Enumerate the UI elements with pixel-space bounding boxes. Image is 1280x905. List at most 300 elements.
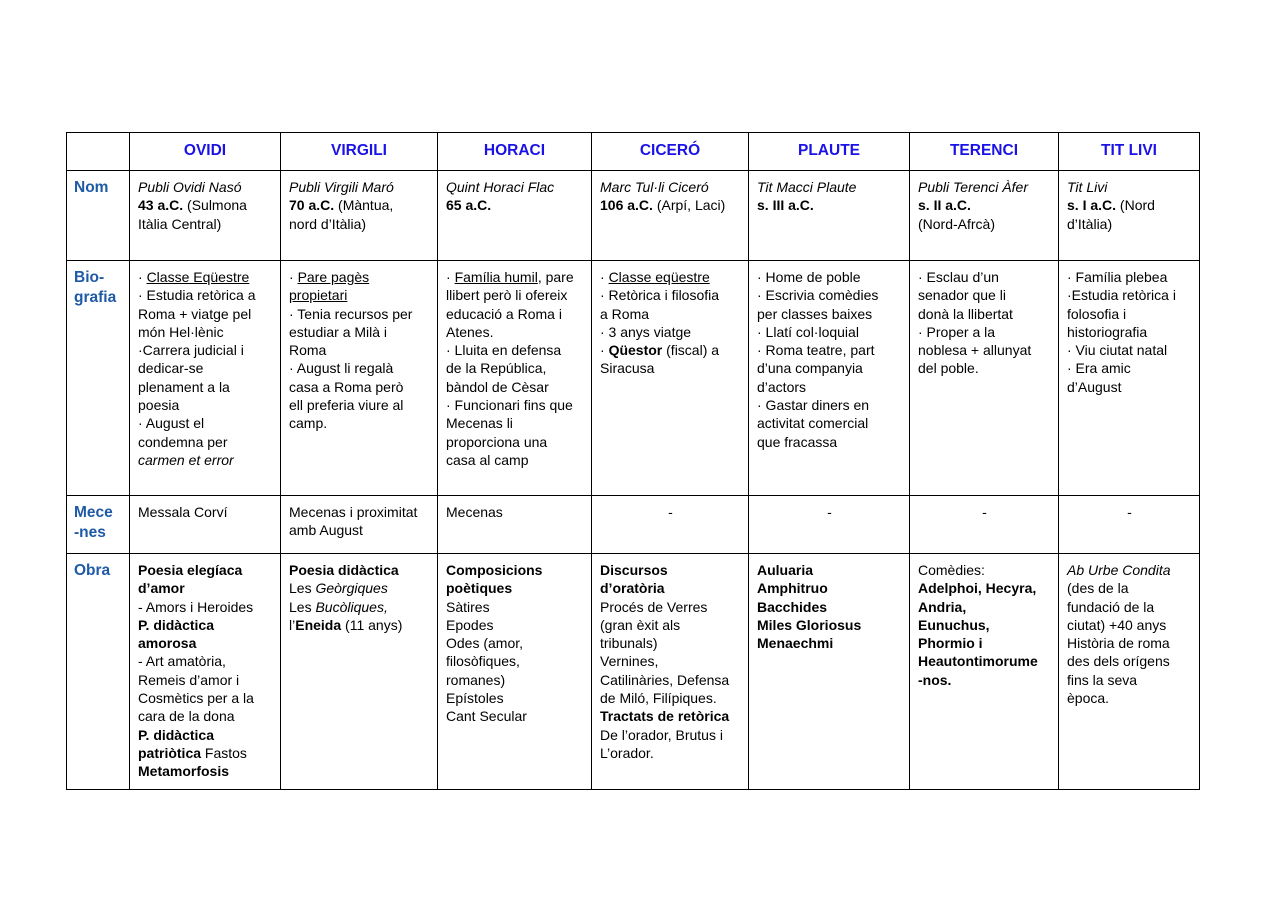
cell-mecenes	[281, 496, 438, 554]
text-run: Odes (amor,	[446, 635, 524, 652]
cell-line	[918, 359, 1051, 377]
text-run: camp.	[289, 415, 328, 432]
text-run: Poesia elegíaca	[138, 562, 243, 578]
cell-line	[138, 396, 273, 414]
cell-line	[918, 323, 1051, 341]
cell-nom	[130, 171, 281, 261]
cell-line	[446, 178, 584, 196]
cell-mecenes	[910, 496, 1059, 554]
text-run: Qüestor	[608, 342, 663, 359]
cell-line	[138, 652, 273, 670]
text-run: del poble.	[918, 360, 979, 377]
cell-line	[757, 286, 902, 304]
cell-line	[289, 178, 430, 196]
text-run: Heautontimorume	[918, 653, 1038, 670]
text-run: (fiscal) a	[662, 342, 720, 359]
cell-line	[1067, 561, 1192, 579]
cell-biografia	[749, 261, 910, 496]
text-run: Siracusa	[600, 360, 655, 377]
row-header-line: Obra	[74, 562, 111, 579]
cell-line	[757, 579, 902, 597]
text-run: Messala Corví	[138, 504, 228, 520]
text-run: Publi Terenci Àfer	[918, 179, 1028, 195]
cell-line	[138, 744, 273, 762]
cell-line	[138, 598, 273, 616]
cell-line	[446, 689, 584, 707]
cell-line	[1067, 689, 1192, 707]
text-run: Epístoles	[446, 690, 504, 707]
cell-obra	[1059, 554, 1200, 790]
cell-line	[1067, 378, 1192, 396]
cell-line	[918, 215, 1051, 233]
cell-line	[1067, 268, 1192, 286]
row-header-line: -nes	[74, 524, 106, 541]
cell-line	[918, 196, 1051, 214]
text-run: · Tenia recursos per	[289, 305, 413, 322]
cell-line	[446, 616, 584, 634]
author-header: TERENCI	[910, 133, 1059, 171]
text-run: · Viu ciutat natal	[1067, 342, 1168, 359]
cell-line	[138, 762, 273, 780]
cell-line	[600, 323, 741, 341]
text-run: Atenes.	[446, 323, 494, 340]
corner-cell	[67, 133, 130, 171]
cell-line	[138, 215, 273, 233]
cell-line	[757, 616, 902, 634]
author-header: VIRGILI	[281, 133, 438, 171]
cell-line	[1067, 616, 1192, 634]
cell-line	[1067, 503, 1192, 521]
text-run: casa a Roma però	[289, 378, 404, 395]
cell-line	[757, 341, 902, 359]
cell-mecenes	[592, 496, 749, 554]
cell-line	[1067, 341, 1192, 359]
cell-line	[446, 503, 584, 521]
text-run: llibert però li ofereix	[446, 287, 568, 304]
text-run: Tit Macci Plaute	[757, 179, 857, 195]
text-run: Cosmètics per a la	[138, 690, 254, 707]
cell-line	[138, 671, 273, 689]
text-run: que fracassa	[757, 433, 838, 450]
text-run: 43 a.C.	[138, 197, 184, 214]
row-header-biografia	[67, 261, 130, 496]
text-run: · Escrivia comèdies	[757, 287, 879, 304]
text-run: Roma	[289, 342, 327, 359]
cell-line	[1067, 579, 1192, 597]
text-run: Família humil	[454, 269, 538, 285]
row-header-nom	[67, 171, 130, 261]
cell-line	[918, 178, 1051, 196]
cell-line	[138, 689, 273, 707]
text-run: ·Estudia retòrica i	[1067, 287, 1176, 304]
text-run: Bacchides	[757, 598, 828, 615]
cell-line	[138, 341, 273, 359]
cell-line	[1067, 178, 1192, 196]
cell-line	[600, 652, 741, 670]
cell-line	[757, 378, 902, 396]
cell-line	[138, 286, 273, 304]
text-run: d’August	[1067, 378, 1122, 395]
text-run: Amphitruo	[757, 580, 828, 597]
cell-line	[1067, 652, 1192, 670]
text-run: Remeis d’amor i	[138, 671, 240, 688]
text-run: carmen et error	[138, 451, 234, 468]
text-run: d’oratòria	[600, 580, 665, 597]
cell-line	[918, 616, 1051, 634]
row-header-line: Mece	[74, 504, 113, 521]
text-run: P. didàctica	[138, 616, 215, 633]
text-run: · Funcionari fins que	[446, 397, 573, 414]
text-run: L’orador.	[600, 744, 654, 761]
cell-line	[757, 634, 902, 652]
text-run: · Gastar diners en	[757, 397, 870, 414]
text-run: folosofia i	[1067, 305, 1127, 322]
text-run: Fastos	[201, 744, 247, 761]
cell-line	[138, 268, 273, 286]
text-run: · Esclau d’un	[918, 269, 999, 285]
text-run: propietari	[289, 287, 348, 304]
cell-line	[757, 305, 902, 323]
text-run: · August li regalà	[289, 360, 394, 377]
text-run: s. III a.C.	[757, 197, 814, 214]
text-run: Pare pagès	[297, 269, 370, 285]
cell-line	[1067, 323, 1192, 341]
text-run: Phormio i	[918, 635, 983, 652]
text-run: (Nord	[1116, 197, 1155, 214]
cell-line	[757, 598, 902, 616]
text-run: Quint Horaci Flac	[446, 179, 555, 195]
cell-mecenes	[1059, 496, 1200, 554]
cell-line	[289, 503, 430, 521]
text-run: Poesia didàctica	[289, 562, 399, 578]
text-run: poètiques	[446, 580, 513, 597]
cell-line	[600, 341, 741, 359]
cell-line	[138, 707, 273, 725]
authors-table	[66, 132, 1200, 790]
author-header: PLAUTE	[749, 133, 910, 171]
cell-line	[1067, 359, 1192, 377]
cell-nom	[592, 171, 749, 261]
text-run: Tit Livi	[1067, 179, 1108, 195]
cell-line	[289, 286, 430, 304]
row-obra	[67, 554, 1200, 790]
cell-line	[1067, 286, 1192, 304]
text-run: (des de la	[1067, 580, 1129, 597]
cell-line	[138, 634, 273, 652]
cell-line	[600, 689, 741, 707]
cell-line	[446, 579, 584, 597]
header-row	[67, 133, 1200, 171]
text-run: (Arpí, Laci)	[652, 197, 726, 214]
cell-line	[446, 323, 584, 341]
text-run: educació a Roma i	[446, 305, 562, 322]
text-run: - Art amatòria,	[138, 653, 226, 670]
cell-line	[446, 652, 584, 670]
cell-mecenes	[749, 496, 910, 554]
text-run: proporciona una	[446, 433, 548, 450]
cell-line	[918, 341, 1051, 359]
text-run: · Roma teatre, part	[757, 342, 875, 359]
cell-nom	[910, 171, 1059, 261]
text-run: Les	[289, 580, 316, 597]
cell-line	[446, 433, 584, 451]
text-run: De l’orador, Brutus i	[600, 726, 723, 743]
text-run: fins la seva	[1067, 671, 1138, 688]
text-run: amorosa	[138, 635, 197, 652]
text-run: dedicar-se	[138, 360, 204, 377]
cell-line	[600, 503, 741, 521]
text-run: casa al camp	[446, 451, 529, 468]
author-header: TIT LIVI	[1059, 133, 1200, 171]
text-run: Procés de Verres	[600, 598, 708, 615]
cell-nom	[1059, 171, 1200, 261]
cell-line	[918, 634, 1051, 652]
cell-obra	[910, 554, 1059, 790]
text-run: Història de roma	[1067, 635, 1170, 652]
cell-obra	[281, 554, 438, 790]
cell-line	[446, 196, 584, 214]
cell-line	[600, 268, 741, 286]
cell-line	[918, 598, 1051, 616]
cell-line	[757, 196, 902, 214]
text-run: Roma + viatge pel	[138, 305, 252, 322]
text-run: · Era amic	[1067, 360, 1131, 377]
cell-line	[446, 671, 584, 689]
cell-line	[1067, 215, 1192, 233]
cell-nom	[281, 171, 438, 261]
text-run: Classe eqüestre	[608, 269, 710, 285]
text-run: senador que li	[918, 287, 1006, 304]
row-mecenes	[67, 496, 1200, 554]
text-run: ciutat) +40 anys	[1067, 616, 1167, 633]
text-run: d’actors	[757, 378, 807, 395]
cell-line	[1067, 634, 1192, 652]
text-run: Mecenas i proximitat	[289, 504, 418, 520]
cell-line	[138, 726, 273, 744]
cell-line	[600, 178, 741, 196]
cell-obra	[749, 554, 910, 790]
cell-line	[289, 378, 430, 396]
cell-line	[600, 196, 741, 214]
text-run: historiografia	[1067, 323, 1148, 340]
cell-line	[289, 616, 430, 634]
cell-mecenes	[130, 496, 281, 554]
cell-line	[1067, 598, 1192, 616]
text-run: Epodes	[446, 616, 494, 633]
row-header-line: grafia	[74, 289, 117, 306]
cell-line	[138, 433, 273, 451]
text-run: d’Itàlia)	[1067, 215, 1113, 232]
cell-line	[600, 707, 741, 725]
text-run: des dels orígens	[1067, 653, 1170, 670]
cell-line	[600, 671, 741, 689]
cell-line	[446, 634, 584, 652]
text-run: Vernines,	[600, 653, 659, 670]
cell-biografia	[910, 261, 1059, 496]
author-header: OVIDI	[130, 133, 281, 171]
cell-line	[289, 521, 430, 539]
cell-line	[138, 503, 273, 521]
text-run: noblesa + allunyat	[918, 342, 1032, 359]
cell-line	[918, 286, 1051, 304]
cell-biografia	[1059, 261, 1200, 496]
cell-line	[757, 414, 902, 432]
text-run: (Sulmona	[183, 197, 247, 214]
row-nom	[67, 171, 1200, 261]
text-run: ·	[138, 269, 147, 285]
text-run: Ab Urbe Condita	[1067, 562, 1171, 578]
cell-line	[446, 359, 584, 377]
text-run: condemna per	[138, 433, 228, 450]
text-run: plenament a la	[138, 378, 230, 395]
text-run: Eunuchus,	[918, 616, 990, 633]
cell-line	[600, 726, 741, 744]
text-run: patriòtica	[138, 744, 202, 761]
cell-obra	[438, 554, 592, 790]
text-run: amb August	[289, 522, 363, 539]
cell-line	[138, 451, 273, 469]
cell-line	[600, 598, 741, 616]
text-run: Comèdies:	[918, 562, 985, 578]
text-run: d’amor	[138, 580, 185, 597]
cell-line	[446, 268, 584, 286]
text-run: Itàlia Central)	[138, 215, 222, 232]
text-run: -	[668, 504, 673, 520]
text-run: Andria,	[918, 598, 967, 615]
text-run: Mecenas li	[446, 415, 513, 432]
text-run: romanes)	[446, 671, 506, 688]
cell-line	[289, 561, 430, 579]
cell-line	[138, 196, 273, 214]
cell-line	[289, 414, 430, 432]
cell-line	[918, 305, 1051, 323]
text-run: (gran èxit als	[600, 616, 681, 633]
cell-line	[446, 305, 584, 323]
cell-line	[757, 359, 902, 377]
cell-line	[138, 359, 273, 377]
text-run: -nos.	[918, 671, 952, 688]
text-run: ·Carrera judicial i	[138, 342, 244, 359]
cell-line	[1067, 671, 1192, 689]
text-run: bàndol de Cèsar	[446, 378, 549, 395]
cell-line	[918, 579, 1051, 597]
cell-line	[289, 396, 430, 414]
cell-line	[600, 744, 741, 762]
cell-line	[757, 178, 902, 196]
text-run: s. II a.C.	[918, 197, 971, 214]
text-run: activitat comercial	[757, 415, 869, 432]
cell-line	[446, 286, 584, 304]
cell-line	[600, 616, 741, 634]
text-run: · Retòrica i filosofia	[600, 287, 720, 304]
cell-nom	[438, 171, 592, 261]
cell-line	[600, 561, 741, 579]
cell-line	[289, 196, 430, 214]
text-run: d’una companyia	[757, 360, 863, 377]
text-run: ·	[600, 269, 609, 285]
cell-line	[138, 378, 273, 396]
text-run: món Hel·lènic	[138, 323, 224, 340]
text-run: Classe Eqüestre	[146, 269, 250, 285]
cell-line	[600, 634, 741, 652]
text-run: Tractats de retòrica	[600, 708, 730, 725]
cell-line	[289, 579, 430, 597]
text-run: ·	[600, 342, 609, 359]
row-biografia	[67, 261, 1200, 496]
cell-line	[1067, 305, 1192, 323]
cell-line	[138, 323, 273, 341]
text-run: · August el	[138, 415, 205, 432]
cell-line	[757, 503, 902, 521]
text-run: Mecenas	[446, 504, 503, 520]
text-run: ell preferia viure al	[289, 397, 404, 414]
cell-line	[446, 561, 584, 579]
text-run: de Miló, Filípiques.	[600, 690, 717, 707]
text-run: Menaechmi	[757, 635, 834, 652]
cell-biografia	[130, 261, 281, 496]
text-run: l’	[289, 616, 296, 633]
text-run: (Màntua,	[334, 197, 394, 214]
cell-line	[289, 598, 430, 616]
cell-obra	[592, 554, 749, 790]
text-run: Catilinàries, Defensa	[600, 671, 730, 688]
cell-line	[446, 707, 584, 725]
cell-line	[138, 561, 273, 579]
text-run: Publi Virgili Maró	[289, 179, 394, 195]
cell-line	[138, 579, 273, 597]
text-run: Discursos	[600, 562, 668, 578]
text-run: ·	[446, 269, 455, 285]
text-run: nord d’Itàlia)	[289, 215, 367, 232]
text-run: s. I a.C.	[1067, 197, 1117, 214]
text-run: Miles Gloriosus	[757, 616, 862, 633]
text-run: donà la llibertat	[918, 305, 1013, 322]
cell-biografia	[592, 261, 749, 496]
text-run: · Proper a la	[918, 323, 996, 340]
text-run: Marc Tul·li Ciceró	[600, 179, 709, 195]
cell-mecenes	[438, 496, 592, 554]
cell-line	[918, 671, 1051, 689]
text-run: · Lluita en defensa	[446, 342, 562, 359]
text-run: Adelphoi, Hecyra,	[918, 580, 1037, 597]
text-run: (11 anys)	[341, 616, 403, 633]
text-run: · Estudia retòrica a	[138, 287, 256, 304]
text-run: Les	[289, 598, 316, 615]
cell-obra	[130, 554, 281, 790]
cell-line	[600, 305, 741, 323]
text-run: ·	[289, 269, 298, 285]
cell-nom	[749, 171, 910, 261]
text-run: estudiar a Milà i	[289, 323, 388, 340]
text-run: · Home de poble	[757, 269, 861, 285]
text-run: cara de la dona	[138, 708, 235, 725]
text-run: 65 a.C.	[446, 197, 492, 214]
cell-line	[600, 359, 741, 377]
text-run: 106 a.C.	[600, 197, 653, 214]
text-run: - Amors i Heroides	[138, 598, 254, 615]
text-run: · 3 anys viatge	[600, 323, 692, 340]
row-header-obra	[67, 554, 130, 790]
cell-line	[446, 341, 584, 359]
text-run: -	[827, 504, 832, 520]
cell-line	[446, 396, 584, 414]
text-run: Eneida	[295, 616, 342, 633]
text-run: Bucòliques,	[315, 598, 388, 615]
text-run: -	[1127, 504, 1132, 520]
cell-line	[918, 652, 1051, 670]
text-run: Publi Ovidi Nasó	[138, 179, 242, 195]
cell-line	[757, 433, 902, 451]
